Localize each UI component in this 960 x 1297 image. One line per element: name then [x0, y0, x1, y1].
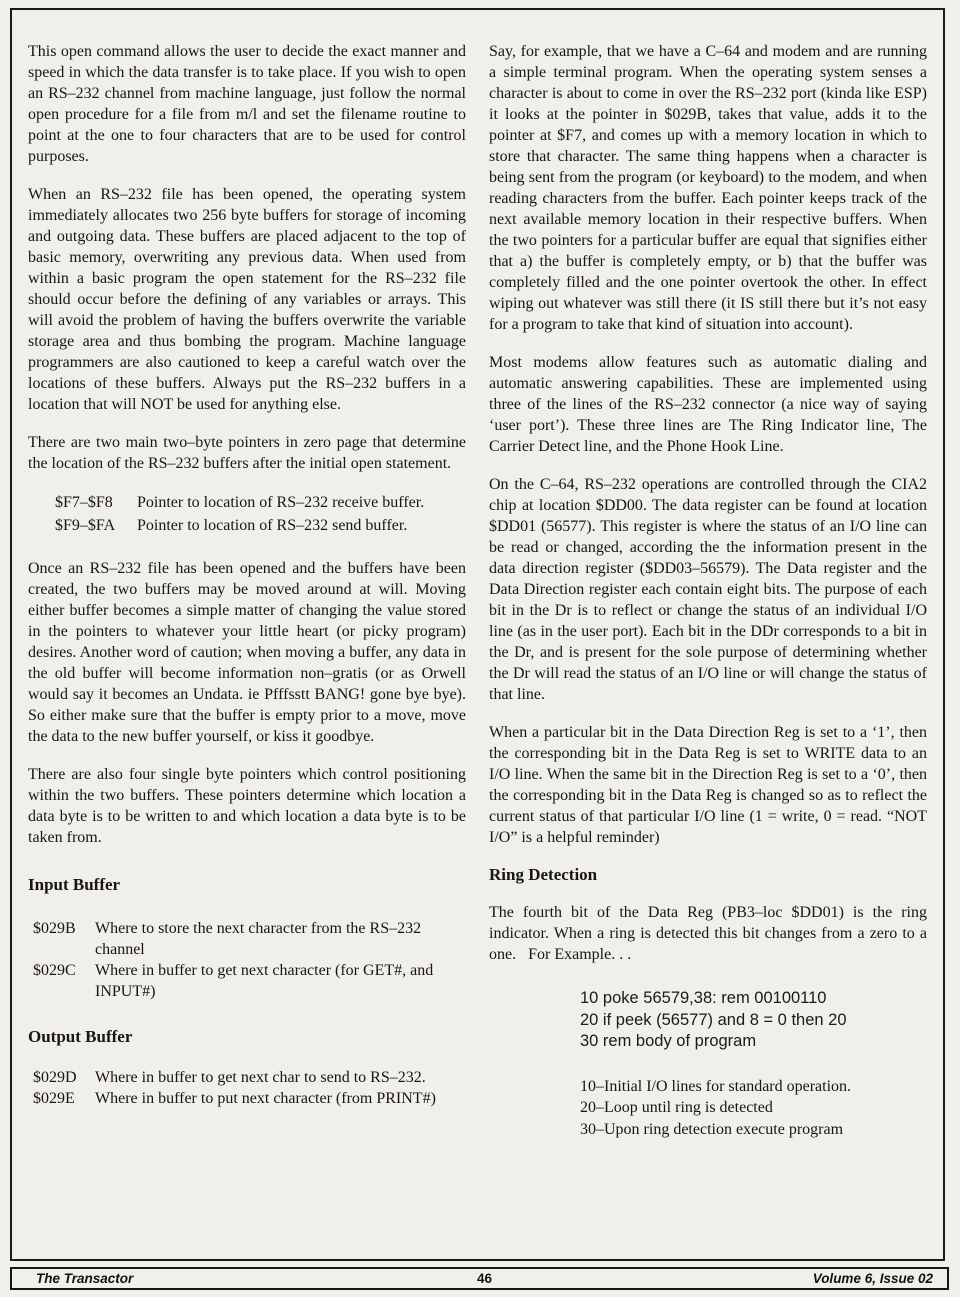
code-line-explanations — [580, 1076, 927, 1141]
buffer-address: $029D — [33, 1069, 77, 1086]
footer-page-number: 46 — [476, 1271, 493, 1286]
pointer-row — [55, 491, 466, 514]
code-line: 30 rem body of program — [580, 1032, 757, 1050]
zero-page-pointer-list — [55, 491, 466, 537]
buffer-pointer-row — [33, 1088, 466, 1109]
pointer-address: $F7–$F8 — [55, 494, 113, 511]
buffer-address: $029C — [33, 962, 76, 979]
left-column — [28, 41, 466, 1259]
code-note: 10–Initial I/O lines for standard operation. — [580, 1077, 852, 1095]
code-line: 10 poke 56579,38: rem 00100110 — [580, 989, 827, 1007]
buffer-pointer-row — [33, 918, 466, 960]
section-heading-input-buffer: Input Buffer — [28, 875, 121, 894]
pointer-address: $F9–$FA — [55, 517, 116, 534]
section-heading-output-buffer: Output Buffer — [28, 1027, 133, 1046]
paragraph-data-direction: When a particular bit in the Data Direction Reg is set to a ‘1’, then the corresponding bit in the Data Reg is set to WRITE data to an I/O line. When the same bit in the Direction Reg is set to a ‘0’, then the corresponding bit in the Data Reg is changed so as to reflect the current status of that particular I/O line (1 = write, 0 = read. “NOT I/O” is a helpful reminder) — [489, 724, 927, 846]
buffer-description: Where to store the next character from the RS–232 channel — [95, 920, 422, 958]
basic-code-listing — [580, 988, 927, 1053]
paragraph-buffers-allocated: When an RS–232 file has been opened, the operating system immediately allocates two 256 byte buffers for storage of incoming and outgoing data. These buffers are placed adjacent to the top of basic memory, overwriting any previous data. When used from within a basic program the open statement for the RS–232 file should occur before the defining of any variables or arrays. This will avoid the problem of having the buffers overwrite the variable storage area and thus bombing the program. Machine language programmers are also cautioned to keep a careful watch over the locations of these buffers. Always put the RS–232 buffers in a location that will NOT be used for anything else. — [28, 186, 466, 413]
buffer-address: $029B — [33, 920, 76, 937]
article-content-box — [10, 8, 945, 1261]
pointer-description: Pointer to location of RS–232 send buffer. — [137, 517, 408, 534]
buffer-pointer-row — [33, 1067, 466, 1088]
section-heading-ring-detection: Ring Detection — [489, 865, 598, 884]
code-note: 30–Upon ring detection execute program — [580, 1120, 844, 1138]
input-buffer-list — [33, 918, 466, 1002]
paragraph-terminal-example: Say, for example, that we have a C–64 and modem and are running a simple terminal program. When the operating system senses a character is about to come in over the RS–232 port (kinda like ESP) it looks at the pointer in $029B, takes that value, adds it to the pointer at $F7, and comes up with a memory location in which to store that character. The same thing happens when a character is being sent from the program (or keyboard) to the modem, and when reading characters from the buffer. Each pointer keeps track of the next available memory location in their respective buffers. When the two pointers for a particular buffer are equal that signifies either that a) the buffer is completely empty, or b) that the buffer was completely filled and the one pointer overtook the other. In effect wiping out whatever was still there (it IS still there but it’s not easy for a program to take that kind of situation into account). — [489, 43, 927, 333]
paragraph-moving-buffers: Once an RS–232 file has been opened and the buffers have been created, the two buffers may be moved around at will. Moving either buffer becomes a simple matter of changing the value stored in the pointers to whatever your little heart (or picky program) desires. Another word of caution; when moving a buffer, any data in the old buffer will become information non–gratis (or as Orwell would say it becomes an Undata. ie Pfffsstt BANG! gone bye bye). So either make sure that the buffer is empty prior to a move, move the data to the new buffer yourself, or kiss it goodbye. — [28, 560, 466, 745]
buffer-description: Where in buffer to put next character (from PRINT#) — [95, 1090, 436, 1107]
footer-bar — [10, 1267, 949, 1290]
paragraph-open-command: This open command allows the user to decide the exact manner and speed in which the data transfer is to take place. If you wish to open an RS–232 channel from machine language, just follow the normal open procedure for a file from m/l and set the filename routine to point at the one to four characters that are to be used for control purposes. — [28, 43, 466, 165]
pointer-description: Pointer to location of RS–232 receive buffer. — [137, 494, 425, 511]
buffer-pointer-row — [33, 960, 466, 1002]
code-line: 20 if peek (56577) and 8 = 0 then 20 — [580, 1010, 847, 1029]
right-column — [489, 41, 927, 1259]
footer-journal-title: The Transactor — [36, 1271, 134, 1286]
paragraph-two-byte-pointers: There are two main two–byte pointers in zero page that determine the location of the RS–232 buffers after the initial open statement. — [28, 434, 466, 472]
buffer-address: $029E — [33, 1090, 75, 1107]
paragraph-cia2-registers: On the C–64, RS–232 operations are controlled through the CIA2 chip at location $DD00. The data register can be found at location $DD01 (56577). This register is where the status of an I/O line can be read or changed, according the the information present in the data direction register ($DD03–56579). The Data register and the Data Direction register each contain eight bits. The purpose of each bit in the Dr is to reflect or change the status of an individual I/O line (as in the user port). Each bit in the DDr corresponds to a bit in the Dr, and is present for the sole purpose of determining whether the Dr will read the status of an I/O line or will change the status of that line. — [489, 476, 927, 703]
output-buffer-list — [33, 1067, 466, 1109]
code-note: 20–Loop until ring is detected — [580, 1099, 773, 1116]
buffer-description: Where in buffer to get next char to send to RS–232. — [95, 1069, 426, 1086]
buffer-description: Where in buffer to get next character (for GET#, and INPUT#) — [95, 962, 434, 1000]
footer-issue-label: Volume 6, Issue 02 — [812, 1271, 933, 1286]
pointer-row — [55, 514, 466, 537]
paragraph-single-byte-pointers: There are also four single byte pointers which control positioning within the two buffers. These pointers determine which location a data byte is to be written to and which location a data byte is to be taken from. — [28, 766, 466, 846]
paragraph-modem-features: Most modems allow features such as automatic dialing and automatic answering capabilities. These are implemented using three of the lines of the RS–232 connector (a nice way of saying ‘user port’). These three lines are The Ring Indicator line, The Carrier Detect line, and the Phone Hook Line. — [489, 354, 927, 455]
paragraph-ring-indicator: The fourth bit of the Data Reg (PB3–loc $DD01) is the ring indicator. When a ring is detected this bit changes from a zero to a one. For Example. . . — [489, 904, 927, 963]
